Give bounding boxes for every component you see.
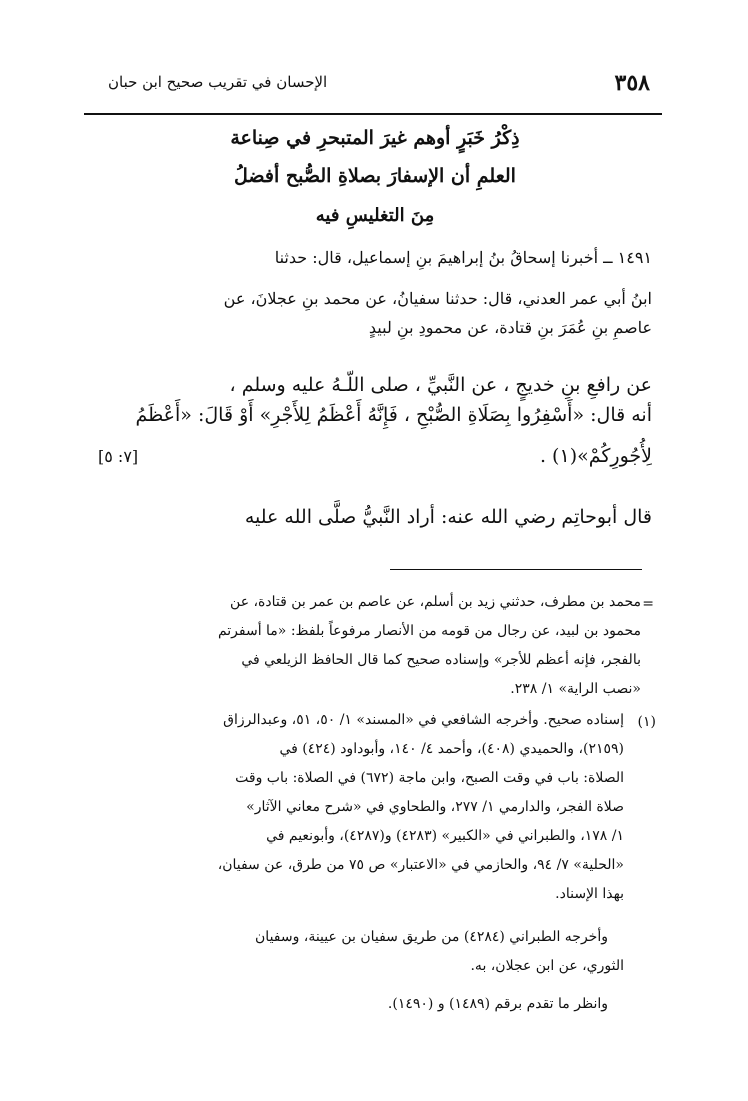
footnote-1-line-3: الصلاة: باب في وقت الصبح، وابن ماجة (٦٧٢) في الصلاة: باب وقت <box>235 770 624 786</box>
isnad-line-3: عاصمِ بنِ عُمَرَ بنِ قتادة، عن محمودِ بنِ لبيدٍ <box>368 318 652 337</box>
chapter-heading-line-1: ذِكْرُ خَبَرٍ أوهم غيرَ المتبحرِ في صِناعة <box>230 127 520 149</box>
footnote-1-line-1: إسناده صحيح. وأخرجه الشافعي في «المسند» ١/ ٥٠، ٥١، وعبدالرزاق <box>223 712 624 728</box>
footnote-1-line-9: الثوري، عن ابن عجلان، به. <box>470 958 624 974</box>
chapter-heading-line-3: مِنَ التغليسِ فيه <box>315 205 435 226</box>
footnote-1-line-8: وأخرجه الطبراني (٤٢٨٤) من طريق سفيان بن عيينة، وسفيان <box>255 929 608 945</box>
footnote-1-line-7: بهذا الإسناد. <box>555 886 624 902</box>
footnote-1-line-5: ١/ ١٧٨، والطبراني في «الكبير» (٤٢٨٣) و(٤٢٨٧)، وأبونعيم في <box>266 828 624 844</box>
isnad-line-2: ابنُ أبي عمر العدني، قال: حدثنا سفيانُ، عن محمد بنِ عجلانَ، عن <box>223 289 652 308</box>
header-rule <box>84 113 662 115</box>
footnote-continuation-mark: = <box>642 596 654 612</box>
footnote-1-line-6: «الحلية» ٧/ ٩٤، والحازمي في «الاعتبار» ص ٧٥ من طرق، عن سفيان، <box>217 857 624 873</box>
matn-line-3: لِأُجُورِكُمْ»(١) . <box>539 445 652 467</box>
footnote-continuation-line-2: محمود بن لبيد، عن رجال من قومه من الأنصار مرفوعاً بلفظ: «ما أسفرتم <box>217 623 641 639</box>
running-title: الإحسان في تقريب صحيح ابن حبان <box>108 73 328 91</box>
footnote-1-line-4: صلاة الفجر، والدارمي ١/ ٢٧٧، والطحاوي في «شرح معاني الآثار» <box>246 799 624 815</box>
matn-line-1: عن رافعِ بنِ خديجٍ ، عن النَّبيِّ ، صلى اللّـهُ عليه وسلم ، <box>229 374 652 396</box>
isnad-line-1: ١٤٩١ ــ أخبرنا إسحاقُ بنُ إبراهيمَ بنِ إسماعيل، قال: حدثنا <box>274 248 652 267</box>
footnote-1-marker: (١) <box>637 714 656 730</box>
footnote-continuation-line-1: محمد بن مطرف، حدثني زيد بن أسلم، عن عاصم بن عمر بن قتادة، عن <box>230 594 641 610</box>
footnote-continuation-line-3: بالفجر، فإنه أعظم للأجر» وإسناده صحيح كما قال الحافظ الزيلعي في <box>241 652 641 668</box>
footnote-1-line-10: وانظر ما تقدم برقم (١٤٨٩) و (١٤٩٠). <box>387 996 608 1012</box>
matn-line-2: أنه قال: «أَسْفِرُوا بِصَلَاةِ الصُّبْحِ ، فَإِنَّهُ أَعْظَمُ لِلأَجْرِ» أَوْ قَالَ: «أَعْظَمُ <box>135 404 652 426</box>
chapter-heading-line-2: العلمِ أن الإسفارَ بصلاةِ الصُّبح أفضلُ <box>234 165 516 187</box>
footnote-rule <box>390 569 642 570</box>
footnote-1-line-2: (٢١٥٩)، والحميدي (٤٠٨)، وأحمد ٤/ ١٤٠، وأبوداود (٤٢٤) في <box>279 741 624 757</box>
footnote-continuation-line-4: «نصب الراية» ١/ ٢٣٨. <box>510 681 641 697</box>
hadith-reference: [٧: ٥] <box>98 447 139 466</box>
commentary-line: قال أبوحاتِم رضي الله عنه: أراد النَّبيُّ صلَّى الله عليه <box>244 506 652 528</box>
page-number: ٣٥٨ <box>614 70 650 96</box>
